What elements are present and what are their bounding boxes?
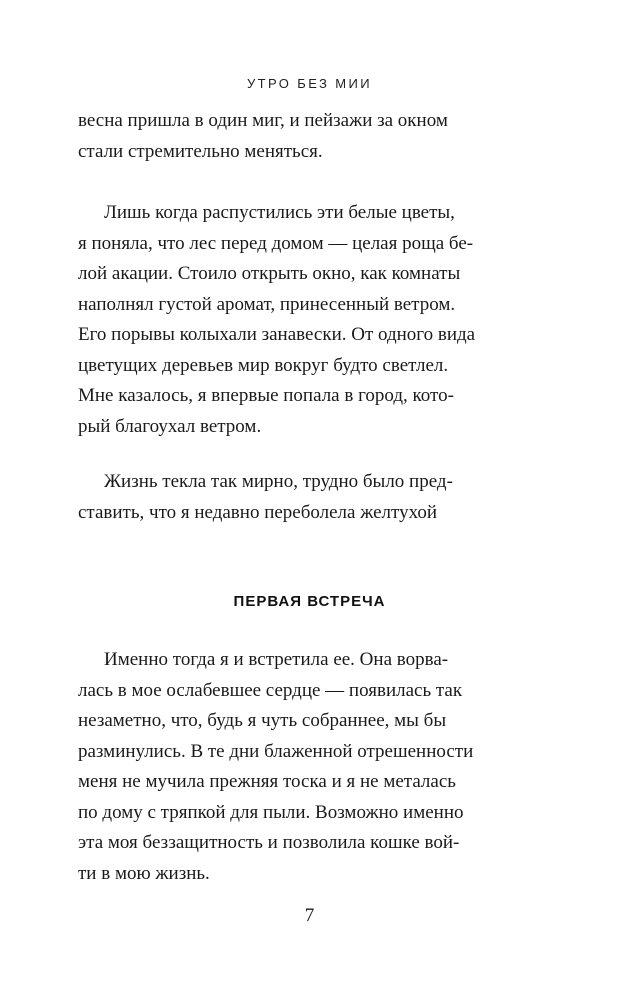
text-line: Именно тогда я и встретила ее. Она ворва- <box>104 649 449 670</box>
text-line: Его порывы колыхали занавески. От одного вида <box>78 324 476 345</box>
text-line: Лишь когда распустились эти белые цветы, <box>104 202 455 223</box>
text-line: лась в мое ослабевшее сердце — появилась так <box>78 679 463 701</box>
text-line: я поняла, что лес перед домом — целая роща бе- <box>78 232 474 254</box>
text-line: стали стремительно меняться. <box>78 140 323 162</box>
text-line: ти в мою жизнь. <box>78 862 210 884</box>
text-line: цветущих деревьев мир вокруг будто светлел. <box>78 354 449 376</box>
text-line: незаметно, что, будь я чуть собраннее, мы бы <box>78 710 447 731</box>
text-line: лой акации. Стоило открыть окно, как комнаты <box>78 263 461 284</box>
paragraph-3 <box>78 467 548 528</box>
text-line: по дому с тряпкой для пыли. Возможно именно <box>78 801 464 823</box>
text-line: рый благоухал ветром. <box>78 415 262 437</box>
running-head: УТРО БЕЗ МИИ <box>246 76 372 91</box>
text-line: весна пришла в один миг, и пейзажи за окном <box>78 110 448 131</box>
text-line: разминулись. В те дни блаженной отрешенности <box>78 740 474 762</box>
section-paragraph <box>78 645 548 889</box>
page-number: 7 <box>304 905 315 926</box>
text-line: Жизнь текла так мирно, трудно было пред- <box>104 471 453 492</box>
text-line: Мне казалось, я впервые попала в город, кото- <box>78 385 454 406</box>
text-line: ставить, что я недавно переболела желтухой <box>78 501 438 523</box>
paragraph-1 <box>78 106 548 167</box>
section-heading: ПЕРВАЯ ВСТРЕЧА <box>233 593 386 610</box>
paragraph-2 <box>78 198 548 442</box>
text-line: меня не мучила прежняя тоска и я не металась <box>78 771 456 792</box>
text-line: наполнял густой аромат, принесенный ветром. <box>78 293 456 315</box>
text-line: эта моя беззащитность и позволила кошке вой- <box>78 832 460 853</box>
